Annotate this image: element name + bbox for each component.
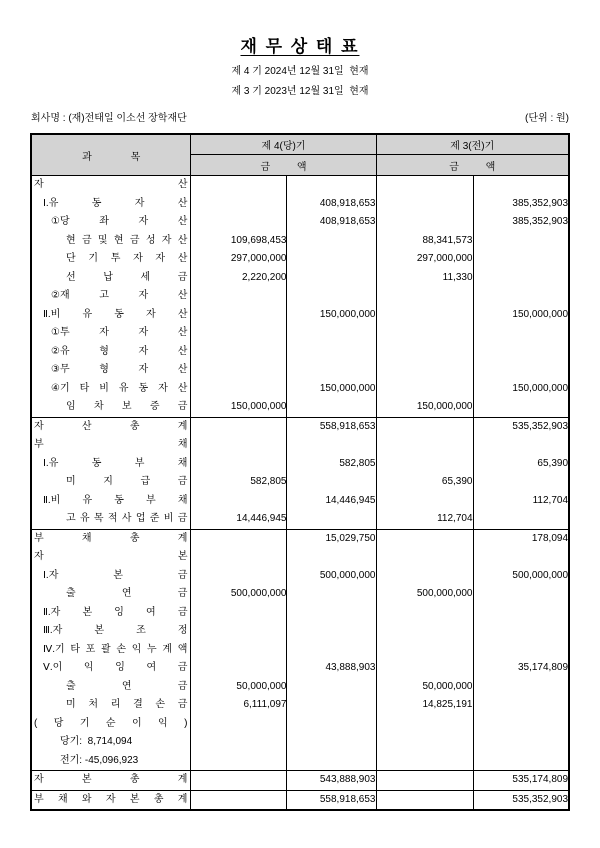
amount-cell-prior-detail: 50,000,000	[376, 678, 473, 697]
amount-cell-current-detail	[191, 622, 287, 641]
amount-cell-prior-total	[473, 361, 569, 380]
column-header-prior-period: 제 3(전)기	[376, 134, 569, 155]
amount-cell-current-total	[287, 436, 376, 455]
account-label: 고 유 목 적 사 업 준 비 금	[65, 513, 188, 524]
amount-cell-current-total	[287, 733, 376, 752]
table-row	[31, 250, 569, 269]
amount-cell-prior-total	[473, 176, 569, 195]
table-row	[31, 585, 569, 604]
amount-cell-current-total: 558,918,653	[287, 417, 376, 436]
amount-cell-prior-total	[473, 733, 569, 752]
account-label: Ⅱ.자 본 잉 여 금	[42, 606, 188, 618]
amount-cell-prior-detail: 88,341,573	[376, 232, 473, 251]
amount-cell-prior-total	[473, 548, 569, 567]
account-label: 현 금 및 현 금 성 자 산	[65, 234, 188, 246]
amount-cell-current-total	[287, 324, 376, 343]
amount-cell-prior-total	[473, 696, 569, 715]
amount-cell-current-detail	[191, 455, 287, 474]
amount-cell-prior-total: 535,352,903	[473, 417, 569, 436]
amount-cell-prior-total: 112,704	[473, 492, 569, 511]
amount-cell-current-detail	[191, 343, 287, 362]
amount-cell-current-detail	[191, 287, 287, 306]
table-row	[31, 306, 569, 325]
account-label: 임 차 보 증 금	[65, 401, 188, 412]
account-cell	[31, 678, 191, 697]
amount-cell-prior-total	[473, 622, 569, 641]
amount-cell-current-total	[287, 510, 376, 529]
account-cell	[31, 343, 191, 362]
amount-cell-prior-total: 178,094	[473, 529, 569, 548]
amount-cell-prior-detail	[376, 324, 473, 343]
amount-cell-current-detail	[191, 176, 287, 195]
amount-cell-current-total: 408,918,653	[287, 213, 376, 232]
account-cell	[31, 436, 191, 455]
table-row	[31, 455, 569, 474]
table-row	[31, 269, 569, 288]
amount-cell-current-total: 408,918,653	[287, 195, 376, 214]
amount-cell-current-total	[287, 752, 376, 771]
amount-cell-prior-detail	[376, 417, 473, 436]
account-label: Ⅴ.이 익 잉 여 금	[42, 662, 188, 673]
amount-cell-current-detail	[191, 417, 287, 436]
amount-cell-current-detail: 150,000,000	[191, 398, 287, 417]
amount-cell-prior-total	[473, 398, 569, 417]
amount-cell-current-detail	[191, 715, 287, 734]
account-cell	[31, 213, 191, 232]
account-cell	[31, 622, 191, 641]
meta-row	[31, 112, 569, 126]
account-cell	[31, 306, 191, 325]
account-label: 당기: 8,714,094	[59, 736, 133, 747]
account-label: Ⅳ.기 타 포 괄 손 익 누 계 액	[42, 643, 188, 655]
account-cell	[31, 195, 191, 214]
amount-cell-prior-detail	[376, 752, 473, 771]
amount-cell-current-detail	[191, 529, 287, 548]
table-header	[31, 134, 569, 176]
amount-cell-prior-detail: 150,000,000	[376, 398, 473, 417]
amount-cell-prior-detail	[376, 306, 473, 325]
amount-cell-current-total	[287, 622, 376, 641]
amount-cell-prior-total: 35,174,809	[473, 659, 569, 678]
amount-cell-current-detail	[191, 567, 287, 586]
account-label: 출 연 금	[65, 680, 188, 692]
table-row	[31, 529, 569, 548]
account-label: 부 채 와 자 본 총 계	[33, 793, 188, 805]
amount-cell-prior-detail: 112,704	[376, 510, 473, 529]
amount-cell-current-total	[287, 176, 376, 195]
amount-cell-prior-total	[473, 343, 569, 362]
account-label: ③무 형 자 산	[50, 364, 188, 375]
amount-cell-prior-detail	[376, 195, 473, 214]
account-cell	[31, 771, 191, 791]
account-cell	[31, 696, 191, 715]
amount-cell-current-detail	[191, 361, 287, 380]
amount-cell-current-detail: 297,000,000	[191, 250, 287, 269]
amount-cell-prior-detail	[376, 604, 473, 623]
column-header-amount-current: 금 액	[191, 155, 376, 176]
amount-cell-current-total: 558,918,653	[287, 790, 376, 810]
amount-cell-prior-detail	[376, 733, 473, 752]
amount-cell-prior-detail	[376, 641, 473, 660]
amount-cell-current-total	[287, 269, 376, 288]
amount-cell-current-total	[287, 473, 376, 492]
account-label: Ⅰ.유 동 자 산	[42, 197, 188, 209]
account-label: 자 산 총 계	[33, 420, 188, 432]
amount-cell-current-detail: 582,805	[191, 473, 287, 492]
table-row	[31, 696, 569, 715]
amount-cell-current-detail	[191, 492, 287, 511]
amount-cell-prior-total: 535,174,809	[473, 771, 569, 791]
amount-cell-current-total: 15,029,750	[287, 529, 376, 548]
amount-cell-current-total	[287, 678, 376, 697]
amount-cell-prior-total	[473, 510, 569, 529]
account-label: ②재 고 자 산	[50, 290, 188, 301]
table-row	[31, 398, 569, 417]
account-label: 자 본 총 계	[33, 774, 188, 785]
amount-cell-current-detail	[191, 790, 287, 810]
account-label: ①당 좌 자 산	[50, 216, 188, 227]
account-label: Ⅲ.자 본 조 정	[42, 625, 188, 636]
amount-cell-current-detail	[191, 733, 287, 752]
account-label: Ⅱ.비 유 동 자 산	[42, 308, 188, 320]
account-label: 출 연 금	[65, 588, 188, 599]
account-cell	[31, 715, 191, 734]
column-header-current-period: 제 4(당)기	[191, 134, 376, 155]
table-row	[31, 436, 569, 455]
amount-cell-prior-total	[473, 232, 569, 251]
amount-cell-prior-detail	[376, 380, 473, 399]
account-label: 부 채 총 계	[33, 532, 188, 544]
table-row	[31, 176, 569, 195]
table-row	[31, 232, 569, 251]
account-cell	[31, 529, 191, 548]
amount-cell-current-detail	[191, 213, 287, 232]
table-row	[31, 343, 569, 362]
amount-cell-prior-total: 385,352,903	[473, 213, 569, 232]
page-title: 재 무 상 태 표	[240, 37, 360, 56]
table-row	[31, 324, 569, 343]
account-cell	[31, 585, 191, 604]
amount-cell-current-total: 150,000,000	[287, 380, 376, 399]
amount-cell-prior-detail: 500,000,000	[376, 585, 473, 604]
period-line-current: 제 4 기 2024년 12월 31일 현재	[231, 66, 369, 77]
amount-cell-prior-detail	[376, 715, 473, 734]
account-label: ④기 타 비 유 동 자 산	[50, 382, 188, 394]
company-name: 회사명 : (재)전태일 이소선 장학재단	[31, 113, 187, 124]
amount-cell-current-total: 43,888,903	[287, 659, 376, 678]
amount-cell-current-total	[287, 398, 376, 417]
amount-cell-current-detail	[191, 771, 287, 791]
table-row	[31, 510, 569, 529]
account-cell	[31, 176, 191, 195]
account-label: 미 처 리 결 손 금	[65, 699, 188, 710]
amount-cell-current-detail	[191, 659, 287, 678]
account-cell	[31, 492, 191, 511]
account-cell	[31, 659, 191, 678]
period-lines	[0, 62, 600, 102]
amount-cell-prior-detail	[376, 790, 473, 810]
amount-cell-prior-detail: 65,390	[376, 473, 473, 492]
account-label: 자 산	[33, 179, 188, 190]
account-label: 자 본	[33, 551, 188, 562]
account-cell	[31, 287, 191, 306]
account-label: ( 당 기 순 이 익 )	[33, 717, 188, 729]
account-label: Ⅰ.자 본 금	[42, 569, 188, 581]
amount-cell-prior-total	[473, 641, 569, 660]
amount-cell-current-total	[287, 548, 376, 567]
amount-cell-prior-total: 535,352,903	[473, 790, 569, 810]
table-row	[31, 417, 569, 436]
amount-cell-current-total: 543,888,903	[287, 771, 376, 791]
account-cell	[31, 473, 191, 492]
account-cell	[31, 641, 191, 660]
amount-cell-current-detail	[191, 752, 287, 771]
unit-label: (단위 : 원)	[525, 113, 569, 124]
amount-cell-current-detail: 14,446,945	[191, 510, 287, 529]
amount-cell-current-total	[287, 250, 376, 269]
amount-cell-prior-total: 500,000,000	[473, 567, 569, 586]
table-row	[31, 790, 569, 810]
table-row	[31, 492, 569, 511]
amount-cell-prior-detail	[376, 622, 473, 641]
account-label: Ⅰ.유 동 부 채	[42, 457, 188, 469]
amount-cell-current-detail	[191, 380, 287, 399]
table-row	[31, 733, 569, 752]
account-label: 선 납 세 금	[65, 271, 188, 283]
account-label: 전기: -45,096,923	[59, 754, 139, 766]
amount-cell-prior-total	[473, 436, 569, 455]
table-row	[31, 715, 569, 734]
account-cell	[31, 269, 191, 288]
amount-cell-prior-detail: 14,825,191	[376, 696, 473, 715]
amount-cell-prior-detail	[376, 567, 473, 586]
table-row	[31, 659, 569, 678]
amount-cell-prior-detail	[376, 548, 473, 567]
amount-cell-prior-detail	[376, 659, 473, 678]
amount-cell-current-total	[287, 604, 376, 623]
amount-cell-prior-total	[473, 715, 569, 734]
account-cell	[31, 417, 191, 436]
amount-cell-current-detail	[191, 195, 287, 214]
amount-cell-current-detail	[191, 604, 287, 623]
table-row	[31, 361, 569, 380]
account-cell	[31, 733, 191, 752]
account-cell	[31, 232, 191, 251]
amount-cell-prior-total: 65,390	[473, 455, 569, 474]
table-row	[31, 641, 569, 660]
amount-cell-prior-detail	[376, 361, 473, 380]
amount-cell-prior-total	[473, 678, 569, 697]
amount-cell-current-total	[287, 361, 376, 380]
amount-cell-prior-total	[473, 473, 569, 492]
table-row	[31, 604, 569, 623]
amount-cell-current-detail	[191, 324, 287, 343]
table-row	[31, 771, 569, 791]
amount-cell-prior-total	[473, 269, 569, 288]
amount-cell-prior-detail	[376, 771, 473, 791]
amount-cell-current-total	[287, 287, 376, 306]
amount-cell-prior-detail	[376, 529, 473, 548]
table-row	[31, 622, 569, 641]
account-label: Ⅱ.비 유 동 부 채	[42, 494, 188, 506]
amount-cell-current-detail	[191, 641, 287, 660]
table-row	[31, 548, 569, 567]
amount-cell-prior-total	[473, 287, 569, 306]
account-cell	[31, 324, 191, 343]
table-row	[31, 473, 569, 492]
amount-cell-current-detail	[191, 436, 287, 455]
column-header-account: 과 목	[31, 134, 191, 176]
account-cell	[31, 398, 191, 417]
amount-cell-prior-total: 150,000,000	[473, 380, 569, 399]
account-cell	[31, 790, 191, 810]
account-label: ①투 자 자 산	[50, 327, 188, 338]
amount-cell-prior-detail: 11,330	[376, 269, 473, 288]
amount-cell-current-total	[287, 696, 376, 715]
amount-cell-current-detail: 109,698,453	[191, 232, 287, 251]
amount-cell-prior-total	[473, 604, 569, 623]
table-row	[31, 213, 569, 232]
table-body	[31, 176, 569, 811]
amount-cell-prior-detail	[376, 455, 473, 474]
amount-cell-prior-total	[473, 324, 569, 343]
amount-cell-prior-total: 150,000,000	[473, 306, 569, 325]
amount-cell-current-total	[287, 232, 376, 251]
amount-cell-current-detail: 50,000,000	[191, 678, 287, 697]
account-cell	[31, 510, 191, 529]
amount-cell-prior-total	[473, 752, 569, 771]
amount-cell-prior-detail	[376, 176, 473, 195]
table-row	[31, 567, 569, 586]
amount-cell-prior-detail: 297,000,000	[376, 250, 473, 269]
account-cell	[31, 250, 191, 269]
account-cell	[31, 361, 191, 380]
table-row	[31, 752, 569, 771]
amount-cell-current-total: 150,000,000	[287, 306, 376, 325]
amount-cell-current-detail: 500,000,000	[191, 585, 287, 604]
table-row	[31, 287, 569, 306]
amount-cell-current-detail: 6,111,097	[191, 696, 287, 715]
amount-cell-prior-detail	[376, 343, 473, 362]
balance-sheet-table	[30, 133, 570, 811]
account-label: 단 기 투 자 자 산	[65, 253, 188, 264]
column-header-amount-prior: 금 액	[376, 155, 569, 176]
amount-cell-prior-detail	[376, 287, 473, 306]
table-row	[31, 195, 569, 214]
amount-cell-current-total: 14,446,945	[287, 492, 376, 511]
amount-cell-prior-total	[473, 250, 569, 269]
account-cell	[31, 380, 191, 399]
amount-cell-prior-detail	[376, 492, 473, 511]
account-cell	[31, 752, 191, 771]
amount-cell-prior-detail	[376, 213, 473, 232]
account-label: 미 지 급 금	[65, 476, 188, 487]
account-cell	[31, 604, 191, 623]
amount-cell-current-total: 500,000,000	[287, 567, 376, 586]
amount-cell-current-detail	[191, 306, 287, 325]
amount-cell-current-detail: 2,220,200	[191, 269, 287, 288]
amount-cell-current-total	[287, 343, 376, 362]
amount-cell-current-total	[287, 641, 376, 660]
amount-cell-prior-detail	[376, 436, 473, 455]
table-row	[31, 380, 569, 399]
account-cell	[31, 567, 191, 586]
account-label: 부 채	[33, 439, 188, 450]
account-cell	[31, 455, 191, 474]
amount-cell-prior-total: 385,352,903	[473, 195, 569, 214]
amount-cell-current-total	[287, 585, 376, 604]
table-row	[31, 678, 569, 697]
period-line-prior: 제 3 기 2023년 12월 31일 현재	[231, 86, 369, 97]
amount-cell-current-total	[287, 715, 376, 734]
amount-cell-current-total: 582,805	[287, 455, 376, 474]
amount-cell-prior-total	[473, 585, 569, 604]
amount-cell-current-detail	[191, 548, 287, 567]
account-label: ②유 형 자 산	[50, 345, 188, 357]
account-cell	[31, 548, 191, 567]
